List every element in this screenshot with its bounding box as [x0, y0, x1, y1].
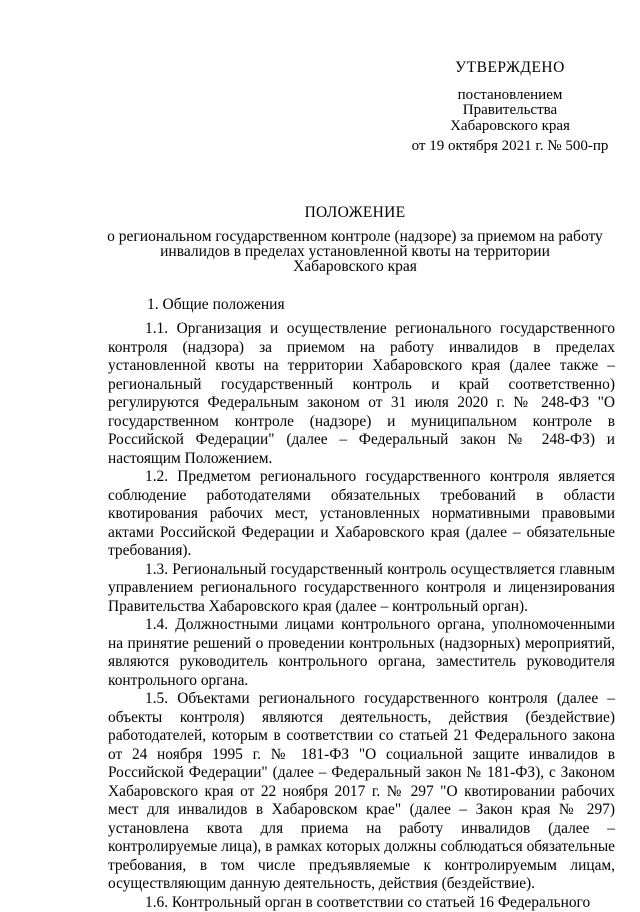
- paragraph-1-3: 1.3. Региональный государственный контроль осуществляется главным управлением регионального государственного контроля и лицензирования Правительства Хабаровского края (далее – контрольный орган).: [108, 561, 615, 617]
- approval-line-resolution: постановлением: [395, 88, 625, 104]
- approval-title: УТВЕРЖДЕНО: [395, 60, 625, 76]
- document-subtitle-line-2: инвалидов в пределах установленной квоты на территории: [95, 244, 615, 259]
- document-title: ПОЛОЖЕНИЕ: [95, 205, 615, 220]
- paragraph-1-2: 1.2. Предметом регионального государственного контроля является соблюдение работодателями обязательных требований в области квотирования рабочих мест, установленных нормативными правовыми актами Российской Федерации и Хабаровского края (далее – обязательные требования).: [108, 468, 615, 561]
- document-subtitle-line-1: о региональном государственном контроле (надзоре) за приемом на работу: [95, 229, 615, 244]
- approval-line-region: Хабаровского края: [395, 119, 625, 135]
- document-title-block: [95, 205, 615, 274]
- paragraph-1-4: 1.4. Должностными лицами контрольного органа, уполномоченными на принятие решений о проведении контрольных (надзорных) мероприятий, являются руководитель контрольного органа, заместитель руководителя контрольного органа.: [108, 616, 615, 690]
- approval-date-line: от 19 октября 2021 г. № 500-пр: [395, 139, 625, 155]
- approval-stamp: [395, 60, 625, 155]
- approval-line-government: Правительства: [395, 103, 625, 119]
- document-body: [108, 320, 615, 912]
- paragraph-1-6: 1.6. Контрольный орган в соответствии со статьей 16 Федерального: [108, 894, 615, 912]
- paragraph-1-5: 1.5. Объектами регионального государственного контроля (далее – объекты контроля) являются деятельность, действия (бездействие) работодателей, которым в соответствии со статьей 21 Федерального закона от 24 ноября 1995 г. № 181-ФЗ "О социальной защите инвалидов в Российской Федерации" (далее – Федеральный закон № 181-ФЗ), с Законом Хабаровского края от 22 ноября 2017 г. № 297 "О квотировании рабочих мест для инвалидов в Хабаровском крае" (далее – Закон края № 297) установлена квота для приема на работу инвалидов (далее – контролируемые лица), в рамках которых должны соблюдаться обязательные требования, в том числе предъявляемые к контролируемым лицам, осуществляющим данную деятельность, действия (бездействие).: [108, 690, 615, 894]
- paragraph-1-1: 1.1. Организация и осуществление регионального государственного контроля (надзора) за приемом на работу инвалидов в пределах установленной квоты на территории Хабаровского края (далее также – региональный государственный контроль и край соответственно) регулируются Федеральным законом от 31 июля 2020 г. № 248-ФЗ "О государственном контроле (надзоре) и муниципальном контроле в Российской Федерации" (далее – Федеральный закон № 248-ФЗ) и настоящим Положением.: [108, 320, 615, 468]
- document-subtitle-line-3: Хабаровского края: [95, 259, 615, 274]
- section-heading: 1. Общие положения: [147, 296, 285, 314]
